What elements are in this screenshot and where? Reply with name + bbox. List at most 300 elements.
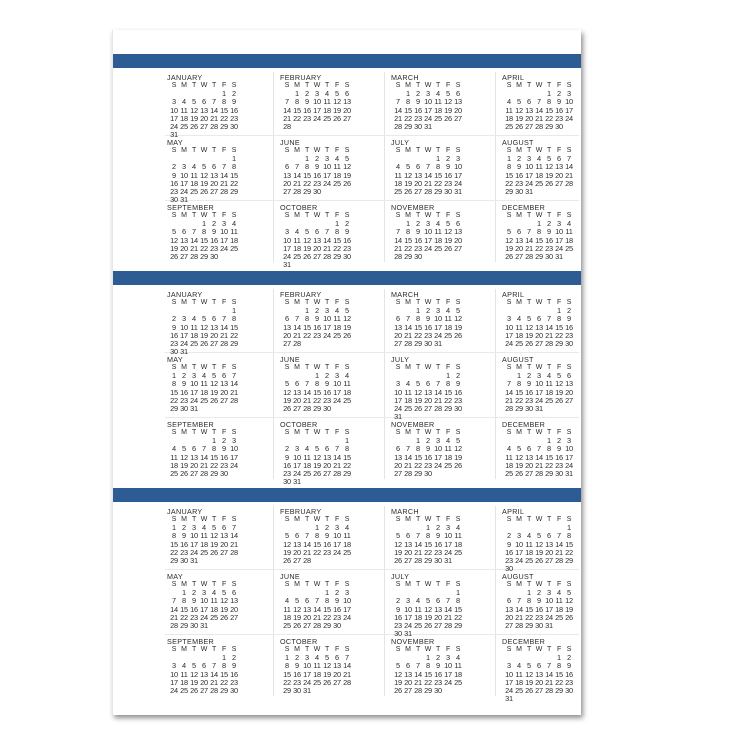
day-number: 11 xyxy=(535,162,543,172)
day-number: 17 xyxy=(505,330,513,340)
day-number: 1 xyxy=(456,588,460,598)
day-number: 17 xyxy=(180,178,188,188)
day-grid xyxy=(169,82,275,139)
day-number: 5 xyxy=(557,371,561,381)
day-number: 25 xyxy=(303,468,311,478)
day-number: 5 xyxy=(426,596,430,606)
day-number: 20 xyxy=(414,178,422,188)
month-august xyxy=(502,572,610,632)
day-number: 16 xyxy=(190,604,198,614)
day-number: 28 xyxy=(434,403,442,413)
day-number: 4 xyxy=(285,596,289,606)
month-december xyxy=(502,420,610,480)
day-number: 12 xyxy=(515,105,523,115)
day-number: 25 xyxy=(434,113,442,123)
day-number: 26 xyxy=(565,612,573,622)
weekday-label: S xyxy=(395,212,401,219)
weekday-label: F xyxy=(445,646,451,653)
weekday-label: T xyxy=(324,429,330,436)
day-number: 15 xyxy=(220,669,228,679)
day-number: 5 xyxy=(222,588,226,598)
weekday-label: M xyxy=(294,516,300,523)
day-number: 28 xyxy=(293,338,301,348)
day-number: 21 xyxy=(323,243,331,253)
day-number: 16 xyxy=(210,235,218,245)
weekday-label: T xyxy=(546,364,552,371)
day-number: 19 xyxy=(404,178,412,188)
day-number: 23 xyxy=(565,677,573,687)
day-number: 17 xyxy=(505,677,513,687)
day-number: 13 xyxy=(210,170,218,180)
month-name: JANUARY xyxy=(167,73,203,82)
year-band xyxy=(113,271,581,285)
month-september xyxy=(167,637,275,697)
day-number: 25 xyxy=(414,620,422,630)
weekday-label: S xyxy=(344,581,350,588)
day-number: 12 xyxy=(535,539,543,549)
day-number: 24 xyxy=(454,178,462,188)
day-number: 11 xyxy=(444,314,452,324)
day-number: 4 xyxy=(212,588,216,598)
day-number: 28 xyxy=(230,395,238,405)
day-number: 7 xyxy=(212,97,216,107)
day-number: 13 xyxy=(394,322,402,332)
weekday-label: W xyxy=(535,516,543,523)
day-number: 3 xyxy=(426,89,430,99)
day-number: 22 xyxy=(333,243,341,253)
day-number: 10 xyxy=(200,596,208,606)
day-number: 10 xyxy=(170,669,178,679)
day-number: 22 xyxy=(303,330,311,340)
weekday-label: S xyxy=(455,82,461,89)
day-number: 9 xyxy=(537,596,541,606)
month-february xyxy=(280,73,388,133)
month-name: JULY xyxy=(391,355,410,364)
day-number: 1 xyxy=(557,306,561,316)
weekday-label: S xyxy=(231,82,237,89)
day-number: 9 xyxy=(315,162,319,172)
day-number: 10 xyxy=(190,531,198,541)
day-number: 17 xyxy=(555,235,563,245)
day-number: 6 xyxy=(557,154,561,164)
day-number: 27 xyxy=(180,251,188,261)
weekday-label: S xyxy=(284,581,290,588)
day-number: 27 xyxy=(313,251,321,261)
day-number: 28 xyxy=(303,403,311,413)
day-number: 30 xyxy=(313,186,321,196)
day-number: 21 xyxy=(535,460,543,470)
month-november xyxy=(391,637,499,697)
weekday-label: F xyxy=(221,212,227,219)
day-number: 21 xyxy=(434,395,442,405)
day-number: 23 xyxy=(283,468,291,478)
day-number: 2 xyxy=(212,219,216,229)
day-grid xyxy=(504,429,610,478)
day-number: 15 xyxy=(515,387,523,397)
weekday-label: T xyxy=(435,516,441,523)
day-number: 12 xyxy=(180,452,188,462)
day-number: 29 xyxy=(404,121,412,131)
day-number: 29 xyxy=(414,468,422,478)
day-number: 15 xyxy=(210,452,218,462)
weekday-label: T xyxy=(304,429,310,436)
day-number: 29 xyxy=(424,555,432,565)
day-number: 13 xyxy=(323,452,331,462)
day-number: 30 xyxy=(414,251,422,261)
day-number: 16 xyxy=(565,322,573,332)
month-name: NOVEMBER xyxy=(391,420,435,429)
day-number: 16 xyxy=(323,387,331,397)
weekday-label: T xyxy=(191,581,197,588)
day-number: 3 xyxy=(172,97,176,107)
day-number: 13 xyxy=(200,105,208,115)
day-number: 15 xyxy=(170,387,178,397)
day-number: 1 xyxy=(416,306,420,316)
day-number: 9 xyxy=(305,97,309,107)
day-number: 15 xyxy=(343,452,351,462)
weekday-label: S xyxy=(395,429,401,436)
day-number: 12 xyxy=(200,170,208,180)
weekday-label: W xyxy=(424,147,432,154)
day-number: 21 xyxy=(303,547,311,557)
month-name: FEBRUARY xyxy=(280,73,322,82)
day-number: 10 xyxy=(303,661,311,671)
day-number: 29 xyxy=(170,403,178,413)
day-number: 4 xyxy=(517,661,521,671)
day-number: 13 xyxy=(200,669,208,679)
day-number: 27 xyxy=(545,555,553,565)
day-number: 25 xyxy=(505,468,513,478)
day-number: 16 xyxy=(424,322,432,332)
day-number: 2 xyxy=(507,531,511,541)
day-number: 24 xyxy=(180,186,188,196)
day-number: 7 xyxy=(537,444,541,454)
weekday-label: W xyxy=(424,299,432,306)
day-number: 11 xyxy=(434,227,442,237)
weekday-label: F xyxy=(221,364,227,371)
weekday-label: S xyxy=(344,516,350,523)
day-number: 4 xyxy=(202,523,206,533)
day-number: 27 xyxy=(535,338,543,348)
day-number: 27 xyxy=(220,547,228,557)
day-number: 29 xyxy=(454,620,462,630)
weekday-label: F xyxy=(556,364,562,371)
weekday-label: F xyxy=(445,299,451,306)
weekday-label: F xyxy=(445,516,451,523)
day-number: 3 xyxy=(232,436,236,446)
day-number: 25 xyxy=(505,121,513,131)
day-number: 2 xyxy=(567,306,571,316)
weekday-label: M xyxy=(294,646,300,653)
day-number: 10 xyxy=(444,661,452,671)
day-number: 22 xyxy=(444,395,452,405)
day-number: 9 xyxy=(182,379,186,389)
day-number: 27 xyxy=(565,395,573,405)
weekday-label: T xyxy=(526,82,532,89)
weekday-label: M xyxy=(405,147,411,154)
day-number: 22 xyxy=(283,677,291,687)
day-number: 5 xyxy=(527,314,531,324)
day-number: 22 xyxy=(545,460,553,470)
day-number: 22 xyxy=(414,460,422,470)
day-number: 22 xyxy=(565,547,573,557)
day-number: 23 xyxy=(444,178,452,188)
day-number: 9 xyxy=(232,661,236,671)
day-number: 16 xyxy=(414,235,422,245)
day-number: 26 xyxy=(190,685,198,695)
weekday-label: T xyxy=(435,212,441,219)
weekday-label: F xyxy=(556,581,562,588)
weekday-label: S xyxy=(455,516,461,523)
day-number: 24 xyxy=(515,555,523,565)
day-number: 19 xyxy=(515,113,523,123)
day-number: 27 xyxy=(303,620,311,630)
day-number: 24 xyxy=(394,403,402,413)
day-number: 28 xyxy=(230,547,238,557)
day-number: 25 xyxy=(545,395,553,405)
day-number: 25 xyxy=(444,330,452,340)
day-number: 21 xyxy=(230,539,238,549)
weekday-label: T xyxy=(526,364,532,371)
day-number: 18 xyxy=(515,677,523,687)
day-number: 17 xyxy=(293,460,301,470)
weekday-label: W xyxy=(200,516,208,523)
day-number: 22 xyxy=(424,547,432,557)
day-number: 30 xyxy=(424,338,432,348)
day-number: 19 xyxy=(525,677,533,687)
day-number: 15 xyxy=(505,170,513,180)
weekday-label: T xyxy=(435,147,441,154)
day-number: 26 xyxy=(283,555,291,565)
day-number: 28 xyxy=(404,468,412,478)
day-number: 25 xyxy=(180,121,188,131)
month-july xyxy=(391,355,499,422)
day-number: 6 xyxy=(537,661,541,671)
day-number: 2 xyxy=(537,588,541,598)
day-grid xyxy=(504,212,610,261)
day-grid xyxy=(393,82,499,131)
day-number: 17 xyxy=(303,669,311,679)
day-number: 28 xyxy=(424,186,432,196)
day-grid xyxy=(169,212,275,261)
day-number: 29 xyxy=(343,468,351,478)
day-number: 13 xyxy=(545,539,553,549)
day-number: 25 xyxy=(323,113,331,123)
day-number: 16 xyxy=(180,539,188,549)
day-number: 22 xyxy=(313,547,321,557)
day-number: 13 xyxy=(303,604,311,614)
day-number: 16 xyxy=(555,452,563,462)
day-number: 8 xyxy=(315,379,319,389)
day-number: 28 xyxy=(394,121,402,131)
day-number: 6 xyxy=(547,531,551,541)
weekday-label: S xyxy=(344,147,350,154)
day-grid xyxy=(169,646,275,695)
day-number: 14 xyxy=(394,105,402,115)
day-number: 4 xyxy=(182,661,186,671)
month-march xyxy=(391,507,499,567)
day-number: 12 xyxy=(454,314,462,324)
day-number: 2 xyxy=(232,653,236,663)
day-number: 16 xyxy=(293,669,301,679)
day-number: 8 xyxy=(222,661,226,671)
weekday-label: T xyxy=(546,646,552,653)
day-number: 24 xyxy=(404,620,412,630)
day-number: 19 xyxy=(555,387,563,397)
day-number: 24 xyxy=(200,612,208,622)
day-grid xyxy=(504,299,610,348)
day-number: 5 xyxy=(335,89,339,99)
year-calendar xyxy=(113,68,581,270)
weekday-label: S xyxy=(395,646,401,653)
day-number: 15 xyxy=(414,322,422,332)
day-number: 22 xyxy=(200,243,208,253)
weekday-label: M xyxy=(405,212,411,219)
day-number: 17 xyxy=(343,604,351,614)
month-name: MARCH xyxy=(391,507,419,516)
day-grid xyxy=(393,364,499,421)
day-number: 15 xyxy=(545,452,553,462)
day-number: 4 xyxy=(416,596,420,606)
day-number: 26 xyxy=(394,685,402,695)
weekday-label: T xyxy=(211,516,217,523)
day-number: 13 xyxy=(283,322,291,332)
day-number: 28 xyxy=(525,251,533,261)
weekday-label: T xyxy=(211,581,217,588)
weekday-label: M xyxy=(294,299,300,306)
day-number: 30 xyxy=(525,403,533,413)
day-number: 8 xyxy=(456,596,460,606)
day-number: 8 xyxy=(212,444,216,454)
day-number: 19 xyxy=(293,612,301,622)
day-number: 30 xyxy=(535,620,543,630)
day-number: 17 xyxy=(565,105,573,115)
day-number: 6 xyxy=(222,371,226,381)
day-number: 14 xyxy=(210,669,218,679)
month-december xyxy=(502,203,610,263)
month-september xyxy=(167,420,275,480)
day-number: 11 xyxy=(404,387,412,397)
day-number: 4 xyxy=(567,219,571,229)
day-number: 3 xyxy=(315,89,319,99)
day-number: 15 xyxy=(404,235,412,245)
month-october xyxy=(280,637,388,697)
month-june xyxy=(280,138,388,198)
weekday-label: W xyxy=(535,82,543,89)
day-number: 8 xyxy=(172,379,176,389)
day-number: 24 xyxy=(424,243,432,253)
day-number: 19 xyxy=(343,322,351,332)
day-number: 27 xyxy=(535,685,543,695)
day-number: 15 xyxy=(323,604,331,614)
day-number: 4 xyxy=(406,379,410,389)
day-number: 1 xyxy=(202,219,206,229)
weekday-label: T xyxy=(324,147,330,154)
day-number: 29 xyxy=(555,685,563,695)
day-number: 2 xyxy=(315,306,319,316)
day-number: 1 xyxy=(507,154,511,164)
day-number: 6 xyxy=(436,596,440,606)
day-number: 9 xyxy=(325,379,329,389)
day-number: 14 xyxy=(404,452,412,462)
month-name: APRIL xyxy=(502,73,525,82)
day-number: 6 xyxy=(315,227,319,237)
weekday-label: F xyxy=(334,429,340,436)
day-number: 19 xyxy=(545,170,553,180)
day-number: 22 xyxy=(230,330,238,340)
day-number: 23 xyxy=(333,612,341,622)
day-number: 18 xyxy=(333,170,341,180)
day-number: 6 xyxy=(507,596,511,606)
day-number: 8 xyxy=(182,596,186,606)
day-number: 8 xyxy=(232,314,236,324)
day-number: 3 xyxy=(406,596,410,606)
day-number: 30 xyxy=(555,121,563,131)
weekday-label: F xyxy=(221,646,227,653)
day-number: 15 xyxy=(555,669,563,679)
day-number: 22 xyxy=(293,113,301,123)
day-number: 31 xyxy=(565,468,573,478)
day-number: 3 xyxy=(507,661,511,671)
day-number: 26 xyxy=(333,113,341,123)
day-number: 17 xyxy=(323,322,331,332)
day-number: 14 xyxy=(190,235,198,245)
weekday-label: S xyxy=(455,581,461,588)
day-number: 20 xyxy=(283,178,291,188)
day-number: 19 xyxy=(190,677,198,687)
weekday-label: F xyxy=(221,147,227,154)
day-number: 23 xyxy=(180,395,188,405)
month-name: NOVEMBER xyxy=(391,203,435,212)
weekday-label: T xyxy=(435,299,441,306)
weekday-label: M xyxy=(181,646,187,653)
day-number: 6 xyxy=(527,444,531,454)
day-number: 11 xyxy=(283,604,291,614)
day-number: 12 xyxy=(190,669,198,679)
day-number: 15 xyxy=(444,387,452,397)
weekday-label: S xyxy=(395,364,401,371)
calendar-sheet xyxy=(112,30,581,715)
weekday-label: W xyxy=(313,212,321,219)
day-number: 10 xyxy=(323,162,331,172)
day-number: 25 xyxy=(190,186,198,196)
day-number: 10 xyxy=(545,596,553,606)
day-number: 3 xyxy=(537,371,541,381)
day-number: 10 xyxy=(170,105,178,115)
day-number: 31 xyxy=(394,412,402,422)
day-number: 22 xyxy=(404,113,412,123)
day-number: 28 xyxy=(414,555,422,565)
day-number: 10 xyxy=(535,379,543,389)
day-number: 9 xyxy=(315,314,319,324)
day-number: 2 xyxy=(416,89,420,99)
day-number: 6 xyxy=(182,227,186,237)
day-number: 23 xyxy=(293,677,301,687)
day-number: 4 xyxy=(232,219,236,229)
day-number: 9 xyxy=(416,227,420,237)
day-number: 4 xyxy=(446,436,450,446)
day-number: 7 xyxy=(305,379,309,389)
day-number: 6 xyxy=(335,653,339,663)
day-number: 30 xyxy=(545,251,553,261)
weekday-label: S xyxy=(171,581,177,588)
day-number: 11 xyxy=(200,379,208,389)
day-number: 25 xyxy=(283,620,291,630)
day-number: 24 xyxy=(434,460,442,470)
month-name: AUGUST xyxy=(502,138,534,147)
day-number: 31 xyxy=(404,629,412,639)
month-april xyxy=(502,290,610,350)
